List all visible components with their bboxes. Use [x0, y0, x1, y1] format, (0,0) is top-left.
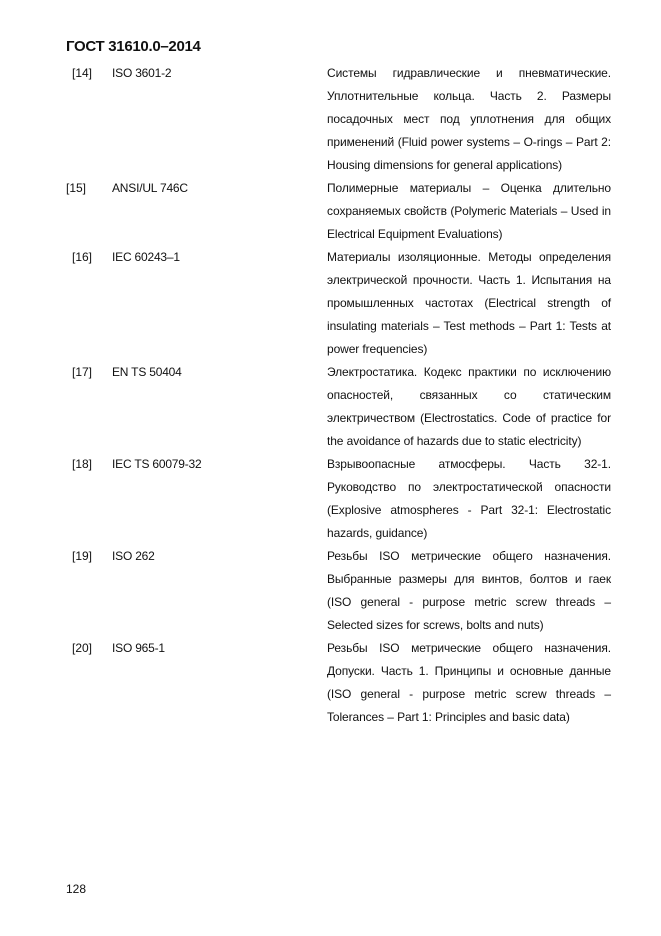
reference-standard: ISO 262: [112, 549, 155, 563]
page-number: 128: [66, 882, 87, 896]
reference-item: [0, 545, 661, 637]
reference-number: [20]: [72, 641, 93, 655]
reference-description: Полимерные материалы – Оценка длительно сохраняемых свойств (Polymeric Materials – Used in Electrical Equipment Evaluations): [327, 181, 611, 241]
reference-item: [0, 453, 661, 545]
reference-description: Резьбы ISO метрические общего назначения. Выбранные размеры для винтов, болтов и гаек (ISO general - purpose metric screw threads – Selected sizes for screws, bolts and nuts): [327, 549, 611, 632]
reference-description: Системы гидравлические и пневматические. Уплотнительные кольца. Часть 2. Размеры посадочных мест под уплотнения для общих применений (Fluid power systems – O-rings – Part 2: Housing dimensions for general applications): [327, 66, 611, 172]
reference-standard: ANSI/UL 746C: [112, 181, 188, 195]
document-header: ГОСТ 31610.0–2014: [66, 38, 201, 55]
reference-description: Резьбы ISO метрические общего назначения. Допуски. Часть 1. Принципы и основные данные (ISO general - purpose metric screw threads – Tolerances – Part 1: Principles and basic data): [327, 641, 611, 724]
reference-standard: IEC 60243–1: [112, 250, 180, 264]
reference-item: [0, 246, 661, 361]
reference-description: Материалы изоляционные. Методы определения электрической прочности. Часть 1. Испытания на промышленных частотах (Electrical strength of insulating materials – Test methods – Part 1: Tests at power frequencies): [327, 250, 611, 356]
reference-number: [15]: [66, 181, 87, 195]
reference-item: [0, 637, 661, 729]
reference-standard: EN TS 50404: [112, 365, 182, 379]
reference-number: [14]: [72, 66, 93, 80]
reference-standard: ISO 965-1: [112, 641, 165, 655]
reference-number: [18]: [72, 457, 93, 471]
reference-standard: ISO 3601-2: [112, 66, 172, 80]
reference-item: [0, 62, 661, 177]
reference-number: [16]: [72, 250, 93, 264]
reference-standard: IEC TS 60079-32: [112, 457, 202, 471]
reference-description: Взрывоопасные атмосферы. Часть 32-1. Руководство по электростатической опасности (Explosive atmospheres - Part 32-1: Electrostatic hazards, guidance): [327, 457, 611, 540]
reference-item: [0, 177, 661, 246]
reference-number: [17]: [72, 365, 93, 379]
reference-number: [19]: [72, 549, 93, 563]
reference-list: [0, 62, 661, 729]
reference-description: Электростатика. Кодекс практики по исключению опасностей, связанных со статическим электричеством (Electrostatics. Code of practice for the avoidance of hazards due to static electricity): [327, 365, 611, 448]
reference-item: [0, 361, 661, 453]
